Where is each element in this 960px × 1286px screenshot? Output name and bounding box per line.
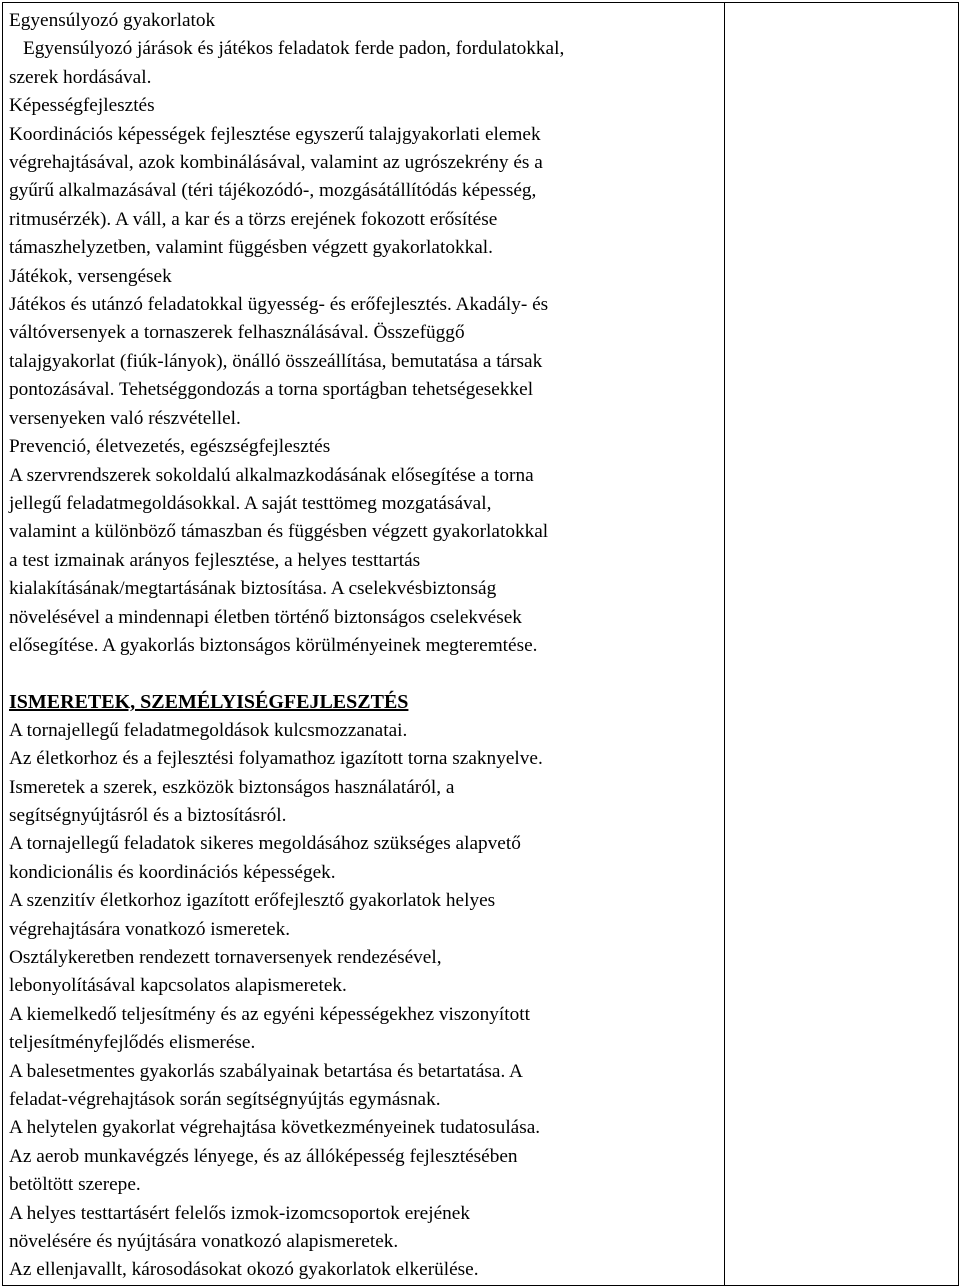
text-line: gyűrű alkalmazásával (téri tájékozódó-, mozgásátállítódás képesség, <box>9 180 537 202</box>
text-line: A kiemelkedő teljesítmény és az egyéni képességekhez viszonyított <box>9 1003 530 1025</box>
text-line: Prevenció, életvezetés, egészségfejlesztés <box>9 436 331 458</box>
text-line: Koordinációs képességek fejlesztése egyszerű talajgyakorlati elemek <box>9 123 541 145</box>
text-line: A szervrendszerek sokoldalú alkalmazkodásának elősegítése a torna <box>9 464 534 486</box>
text-line: pontozásával. Tehetséggondozás a torna sportágban tehetségesekkel <box>9 379 534 401</box>
text-line: Játékos és utánzó feladatokkal ügyesség- és erőfejlesztés. Akadály- és <box>9 294 549 316</box>
text-line: A szenzitív életkorhoz igazított erőfejlesztő gyakorlatok helyes <box>9 890 496 912</box>
text-line: feladat-végrehajtások során segítségnyújtás egymásnak. <box>9 1089 441 1111</box>
text-line: lebonyolításával kapcsolatos alapismeretek. <box>9 975 347 997</box>
text-line: végrehajtására vonatkozó ismeretek. <box>9 918 291 940</box>
document-table <box>2 2 959 1286</box>
text-line: Az aerob munkavégzés lényege, és az állóképesség fejlesztésében <box>9 1145 518 1167</box>
text-line: A helyes testtartásért felelős izmok-izomcsoportok erejének <box>9 1202 470 1224</box>
text-line: betöltött szerepe. <box>9 1174 141 1196</box>
text-line: A balesetmentes gyakorlás szabályainak betartása és betartatása. A <box>9 1060 523 1082</box>
section-spacer <box>9 660 718 688</box>
text-line: ritmusérzék). A váll, a kar és a törzs erejének fokozott erősítése <box>9 208 498 230</box>
text-line: a test izmainak arányos fejlesztése, a helyes testtartás <box>9 549 421 571</box>
text-line: növelésével a mindennapi életben történő biztonságos cselekvések <box>9 606 522 628</box>
table-row <box>3 3 959 1286</box>
text-line: váltóversenyek a tornaszerek felhasználásával. Összefüggő <box>9 322 465 344</box>
text-line: támaszhelyzetben, valamint függésben végzett gyakorlatokkal. <box>9 237 493 259</box>
text-line: versenyeken való részvétellel. <box>9 407 241 429</box>
text-line: Az ellenjavallt, károsodásokat okozó gyakorlatok elkerülése. <box>9 1259 479 1281</box>
text-line: kondicionális és koordinációs képességek. <box>9 861 336 883</box>
text-line: Egyensúlyozó gyakorlatok <box>9 10 216 31</box>
text-line: valamint a különböző támaszban és függésben végzett gyakorlatokkal <box>9 521 549 543</box>
text-line: Osztálykeretben rendezett tornaversenyek rendezésével, <box>9 947 442 968</box>
text-line: talajgyakorlat (fiúk-lányok), önálló összeállítása, bemutatása a társak <box>9 350 543 372</box>
side-empty-cell <box>725 3 959 1286</box>
text-line: segítségnyújtásról és a biztosításról. <box>9 804 287 826</box>
text-line: szerek hordásával. <box>9 66 152 88</box>
text-line: A helytelen gyakorlat végrehajtása következményeinek tudatosulása. <box>9 1117 541 1139</box>
text-line: elősegítése. A gyakorlás biztonságos körülményeinek megteremtése. <box>9 634 538 656</box>
main-content-cell <box>3 3 725 1286</box>
text-line: Játékok, versengések <box>9 265 172 287</box>
text-line: Ismeretek a szerek, eszközök biztonságos használatáról, a <box>9 776 455 798</box>
text-line: végrehajtásával, azok kombinálásával, valamint az ugrószekrény és a <box>9 152 543 174</box>
text-line: A tornajellegű feladatok sikeres megoldásához szükséges alapvető <box>9 833 521 855</box>
section-heading: ISMERETEK, SZEMÉLYISÉGFEJLESZTÉS <box>9 691 409 714</box>
text-line: kialakításának/megtartásának biztosítása. A cselekvésbiztonság <box>9 578 497 600</box>
text-line: Az életkorhoz és a fejlesztési folyamathoz igazított torna szaknyelve. <box>9 748 543 770</box>
text-line: Képességfejlesztés <box>9 95 155 117</box>
text-line: A tornajellegű feladatmegoldások kulcsmozzanatai. <box>9 719 408 741</box>
text-line: teljesítményfejlődés elismerése. <box>9 1032 256 1054</box>
content-block <box>3 3 724 1285</box>
text-line: Egyensúlyozó járások és játékos feladatok ferde padon, fordulatokkal, <box>23 38 565 60</box>
text-line: növelésére és nyújtására vonatkozó alapismeretek. <box>9 1231 399 1253</box>
text-line: jellegű feladatmegoldásokkal. A saját testtömeg mozgatásával, <box>9 492 492 514</box>
